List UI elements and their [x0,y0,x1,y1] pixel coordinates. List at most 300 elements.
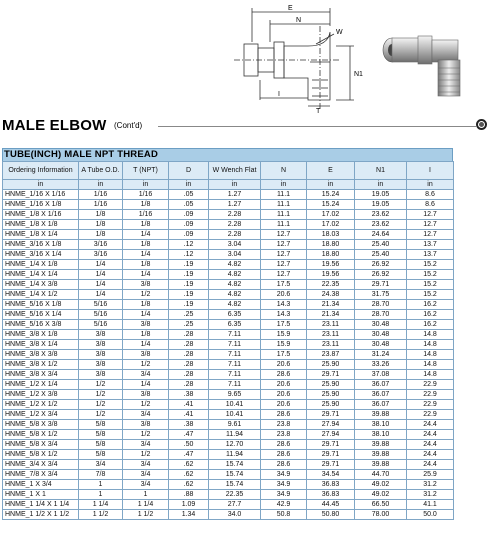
table-cell: 28.6 [261,370,307,380]
table-cell: 1/4 [79,290,123,300]
table-cell: 50.80 [307,510,355,520]
ordering-code-cell: HNME_1/16 X 1/8 [3,200,79,210]
ordering-code-cell: HNME_1 1/4 X 1 1/4 [3,500,79,510]
table-cell: 3/4 [79,460,123,470]
table-cell: 7.11 [209,360,261,370]
table-cell: 29.71 [307,460,355,470]
table-cell: 15.2 [407,270,454,280]
table-cell: 36.83 [307,480,355,490]
table-cell: 1/2 [79,380,123,390]
table-cell: 5/16 [79,300,123,310]
table-cell: 3/8 [123,320,169,330]
table-cell: 11.1 [261,190,307,200]
ordering-code-cell: HNME_1 X 3/4 [3,480,79,490]
table-cell: .62 [169,470,209,480]
table-cell: 24.4 [407,440,454,450]
ordering-code-cell: HNME_3/8 X 3/4 [3,370,79,380]
table-cell: 3/8 [79,330,123,340]
table-cell: 15.9 [261,340,307,350]
unit-row [3,180,454,190]
ordering-code-cell: HNME_1/4 X 3/8 [3,280,79,290]
table-cell: 15.2 [407,260,454,270]
table-cell: 14.3 [261,310,307,320]
table-cell: 12.7 [261,260,307,270]
table-cell: 39.88 [355,460,407,470]
table-cell: 1 [123,490,169,500]
table-cell: 30.48 [355,340,407,350]
table-row [3,480,454,490]
table-cell: 13.7 [407,250,454,260]
table-cell: 1/4 [123,340,169,350]
table-cell: 16.2 [407,320,454,330]
table-cell: 3/8 [123,280,169,290]
table-row [3,330,454,340]
table-cell: 1/8 [79,230,123,240]
ordering-code-cell: HNME_1 X 1 [3,490,79,500]
table-band-title: TUBE(INCH) MALE NPT THREAD [2,148,453,161]
table-cell: 3/4 [123,410,169,420]
table-cell: .05 [169,200,209,210]
table-cell: 11.94 [209,450,261,460]
table-row [3,280,454,290]
table-cell: 15.2 [407,290,454,300]
table-row [3,450,454,460]
product-photo [378,22,490,102]
table-cell: 1/4 [123,380,169,390]
table-row [3,200,454,210]
table-cell: 29.71 [307,440,355,450]
table-cell: 7/8 [79,470,123,480]
table-cell: 31.24 [355,350,407,360]
table-cell: 23.8 [261,430,307,440]
table-row [3,360,454,370]
table-cell: 27.7 [209,500,261,510]
column-unit: in [79,180,123,190]
table-cell: 1/8 [123,240,169,250]
ordering-code-cell: HNME_3/16 X 1/8 [3,240,79,250]
ordering-code-cell: HNME_3/8 X 1/4 [3,340,79,350]
ordering-code-cell: HNME_5/8 X 1/2 [3,450,79,460]
table-cell: 17.5 [261,320,307,330]
table-row [3,380,454,390]
table-cell: .19 [169,270,209,280]
ordering-code-cell: HNME_1/4 X 1/4 [3,270,79,280]
table-cell: 1/4 [123,250,169,260]
table-cell: 42.9 [261,500,307,510]
table-cell: 13.7 [407,240,454,250]
table-cell: 44.70 [355,470,407,480]
table-cell: 31.2 [407,480,454,490]
table-cell: 8.6 [407,190,454,200]
ordering-code-cell: HNME_1/8 X 1/4 [3,230,79,240]
table-cell: 27.94 [307,420,355,430]
table-row [3,250,454,260]
ordering-code-cell: HNME_5/8 X 3/4 [3,440,79,450]
table-row [3,190,454,200]
table-cell: 28.70 [355,310,407,320]
table-row [3,390,454,400]
table-cell: 2.28 [209,210,261,220]
table-cell: 29.71 [307,370,355,380]
dimension-drawing [230,2,380,114]
table-cell: 5/8 [79,450,123,460]
ordering-code-cell: HNME_5/8 X 3/8 [3,420,79,430]
table-cell: 11.1 [261,220,307,230]
table-cell: 36.83 [307,490,355,500]
table-cell: 1/4 [79,280,123,290]
table-row [3,310,454,320]
column-unit: in [355,180,407,190]
table-cell: 20.6 [261,360,307,370]
ordering-code-cell: HNME_1/2 X 1/4 [3,380,79,390]
table-cell: 50.0 [407,510,454,520]
table-cell: .09 [169,230,209,240]
drawing-label-t: T [316,108,321,114]
table-cell: 15.74 [209,470,261,480]
table-cell: 27.94 [307,430,355,440]
table-cell: 34.54 [307,470,355,480]
table-row [3,270,454,280]
table-cell: 7.11 [209,340,261,350]
table-cell: 49.02 [355,490,407,500]
table-cell: 39.88 [355,450,407,460]
table-cell: 78.00 [355,510,407,520]
table-cell: 7.11 [209,350,261,360]
table-cell: 18.03 [307,230,355,240]
table-cell: 20.6 [261,290,307,300]
drawing-label-n1: N1 [354,71,363,78]
table-cell: 24.38 [307,290,355,300]
table-cell: 29.71 [355,280,407,290]
table-cell: 1/16 [123,190,169,200]
spec-table [2,161,454,520]
column-unit: in [307,180,355,190]
table-cell: 14.8 [407,350,454,360]
table-cell: 23.62 [355,220,407,230]
ordering-code-cell: HNME_1/8 X 1/8 [3,220,79,230]
ordering-code-cell: HNME_1/8 X 1/16 [3,210,79,220]
table-cell: 16.2 [407,310,454,320]
table-cell: 25.9 [407,470,454,480]
table-cell: 19.56 [307,270,355,280]
table-cell: 1/2 [123,450,169,460]
table-cell: 1/8 [79,220,123,230]
table-cell: .28 [169,340,209,350]
section-heading [0,117,493,137]
table-cell: 23.11 [307,330,355,340]
table-cell: 33.26 [355,360,407,370]
ordering-code-cell: HNME_5/16 X 1/8 [3,300,79,310]
ordering-code-cell: HNME_5/8 X 1/2 [3,430,79,440]
table-cell: 22.35 [209,490,261,500]
table-cell: 1/2 [123,290,169,300]
table-cell: 39.88 [355,410,407,420]
table-cell: 9.61 [209,420,261,430]
table-cell: .28 [169,380,209,390]
table-cell: 1 [79,480,123,490]
table-cell: 24.4 [407,420,454,430]
ordering-code-cell: HNME_3/4 X 3/4 [3,460,79,470]
table-cell: .05 [169,190,209,200]
drawing-label-e: E [288,5,293,12]
ordering-code-cell: HNME_3/8 X 1/8 [3,330,79,340]
ordering-code-cell: HNME_3/16 X 1/4 [3,250,79,260]
table-cell: 2.28 [209,230,261,240]
table-cell: 1/2 [123,400,169,410]
spec-table-container [2,148,453,520]
table-cell: 12.7 [407,210,454,220]
table-cell: 29.71 [307,450,355,460]
table-cell: 66.50 [355,500,407,510]
table-cell: 15.24 [307,200,355,210]
table-cell: .38 [169,390,209,400]
table-cell: 1/8 [79,210,123,220]
table-cell: 15.2 [407,280,454,290]
table-cell: 3/8 [79,360,123,370]
table-cell: 3/4 [123,370,169,380]
table-body [3,190,454,520]
table-cell: 1.27 [209,200,261,210]
table-cell: 1/8 [123,220,169,230]
table-cell: 12.7 [261,250,307,260]
table-cell: 7.11 [209,330,261,340]
table-cell: 20.6 [261,380,307,390]
table-cell: 36.07 [355,400,407,410]
column-unit: in [261,180,307,190]
table-cell: 1/2 [123,360,169,370]
table-cell: 41.1 [407,500,454,510]
table-cell: 1.34 [169,510,209,520]
table-cell: .25 [169,320,209,330]
table-cell: 22.9 [407,390,454,400]
table-cell: 3/4 [123,440,169,450]
table-cell: .41 [169,400,209,410]
table-cell: 3/16 [79,250,123,260]
drawing-label-i: I [278,91,280,98]
table-cell: 25.90 [307,400,355,410]
column-header: D [169,162,209,180]
table-cell: 10.41 [209,410,261,420]
table-cell: .28 [169,350,209,360]
table-row [3,320,454,330]
column-header: E [307,162,355,180]
ordering-code-cell: HNME_1/2 X 3/4 [3,410,79,420]
table-cell: 16.2 [407,300,454,310]
table-cell: 24.4 [407,460,454,470]
column-header: A Tube O.D. [79,162,123,180]
table-cell: 14.8 [407,340,454,350]
table-cell: 17.5 [261,350,307,360]
table-row [3,430,454,440]
table-cell: .09 [169,220,209,230]
table-cell: 1/4 [123,310,169,320]
table-row [3,350,454,360]
table-cell: 11.94 [209,430,261,440]
table-cell: .47 [169,450,209,460]
table-cell: 34.0 [209,510,261,520]
ordering-code-cell: HNME_1/4 X 1/8 [3,260,79,270]
table-cell: 1/8 [123,260,169,270]
table-cell: 34.9 [261,480,307,490]
table-cell: 18.80 [307,250,355,260]
table-cell: .19 [169,260,209,270]
table-cell: 26.92 [355,270,407,280]
drawing-label-w: W [336,29,343,36]
table-cell: 25.90 [307,360,355,370]
table-cell: 1/2 [79,410,123,420]
table-row [3,410,454,420]
table-cell: 22.35 [307,280,355,290]
table-cell: 26.92 [355,260,407,270]
table-cell: .19 [169,290,209,300]
table-cell: 1/2 [79,390,123,400]
table-row [3,470,454,480]
table-cell: 24.64 [355,230,407,240]
table-cell: .62 [169,460,209,470]
table-cell: 3/8 [123,350,169,360]
table-cell: 1 1/2 [123,510,169,520]
table-row [3,400,454,410]
table-cell: 7.11 [209,370,261,380]
table-cell: 9.65 [209,390,261,400]
table-cell: 4.82 [209,270,261,280]
table-cell: 12.7 [261,270,307,280]
table-cell: .12 [169,240,209,250]
drawing-label-n: N [296,17,302,24]
table-cell: 1/2 [123,430,169,440]
table-cell: 1/16 [79,200,123,210]
table-cell: 22.9 [407,400,454,410]
table-cell: 29.71 [307,410,355,420]
table-cell: 1/16 [123,210,169,220]
table-cell: 22.9 [407,380,454,390]
table-cell: 3/8 [123,390,169,400]
table-row [3,300,454,310]
ordering-code-cell: HNME_3/8 X 1/2 [3,360,79,370]
table-cell: 14.8 [407,330,454,340]
table-cell: 19.56 [307,260,355,270]
table-cell: 1/4 [123,270,169,280]
table-cell: 1 1/2 [79,510,123,520]
table-cell: 3/16 [79,240,123,250]
ordering-code-cell: HNME_5/16 X 3/8 [3,320,79,330]
heading-rule [158,126,476,127]
table-cell: 1.27 [209,190,261,200]
table-cell: .19 [169,280,209,290]
table-cell: 10.41 [209,400,261,410]
table-cell: 5/8 [79,430,123,440]
table-cell: 2.28 [209,220,261,230]
table-cell: 21.34 [307,300,355,310]
table-row [3,440,454,450]
section-cont-label: (Cont'd) [114,121,143,130]
table-cell: 5/16 [79,310,123,320]
ordering-code-cell: HNME_3/8 X 3/8 [3,350,79,360]
table-row [3,500,454,510]
table-cell: 15.24 [307,190,355,200]
table-cell: 6.35 [209,310,261,320]
table-cell: 12.7 [407,230,454,240]
table-cell: 36.07 [355,380,407,390]
table-cell: 31.2 [407,490,454,500]
table-cell: .12 [169,250,209,260]
table-cell: 28.6 [261,410,307,420]
table-cell: 49.02 [355,480,407,490]
bullet-icon [476,119,487,130]
table-cell: .28 [169,330,209,340]
table-cell: 3/4 [123,460,169,470]
table-cell: 1/8 [123,300,169,310]
table-cell: 23.87 [307,350,355,360]
table-cell: 24.4 [407,430,454,440]
ordering-code-cell: HNME_1/4 X 1/2 [3,290,79,300]
table-cell: 3.04 [209,240,261,250]
table-cell: 15.9 [261,330,307,340]
table-cell: 22.9 [407,410,454,420]
table-cell: 11.1 [261,200,307,210]
ordering-code-cell: HNME_1/16 X 1/16 [3,190,79,200]
table-cell: 36.07 [355,390,407,400]
table-row [3,260,454,270]
table-cell: .88 [169,490,209,500]
table-cell: 4.82 [209,260,261,270]
table-cell: 25.90 [307,390,355,400]
table-cell: 23.11 [307,340,355,350]
table-cell: 1/8 [123,330,169,340]
table-cell: 24.4 [407,450,454,460]
column-unit: in [209,180,261,190]
table-cell: 8.6 [407,200,454,210]
table-cell: 1 [79,490,123,500]
column-header: N [261,162,307,180]
table-cell: 1/4 [123,230,169,240]
table-row [3,290,454,300]
table-cell: 23.11 [307,320,355,330]
table-cell: 15.74 [209,460,261,470]
table-cell: 30.48 [355,320,407,330]
table-row [3,220,454,230]
table-row [3,370,454,380]
table-cell: .62 [169,480,209,490]
table-cell: .50 [169,440,209,450]
column-header: I [407,162,454,180]
table-cell: 28.6 [261,450,307,460]
table-cell: 12.7 [407,220,454,230]
ordering-code-cell: HNME_1/2 X 1/2 [3,400,79,410]
table-cell: 31.75 [355,290,407,300]
table-cell: 34.9 [261,470,307,480]
table-cell: 3.04 [209,250,261,260]
table-cell: .38 [169,420,209,430]
table-cell: 14.8 [407,360,454,370]
column-header: W Wench Flat [209,162,261,180]
ordering-code-cell: HNME_1 1/2 X 1 1/2 [3,510,79,520]
table-cell: .28 [169,360,209,370]
table-row [3,210,454,220]
table-row [3,420,454,430]
table-cell: 12.70 [209,440,261,450]
table-cell: 1/4 [79,270,123,280]
table-cell: .25 [169,310,209,320]
table-cell: 28.70 [355,300,407,310]
table-row [3,510,454,520]
table-cell: 14.8 [407,370,454,380]
table-cell: 7.11 [209,380,261,390]
table-cell: 3/8 [123,420,169,430]
table-cell: 25.40 [355,240,407,250]
table-cell: 17.02 [307,220,355,230]
table-cell: 19.05 [355,190,407,200]
